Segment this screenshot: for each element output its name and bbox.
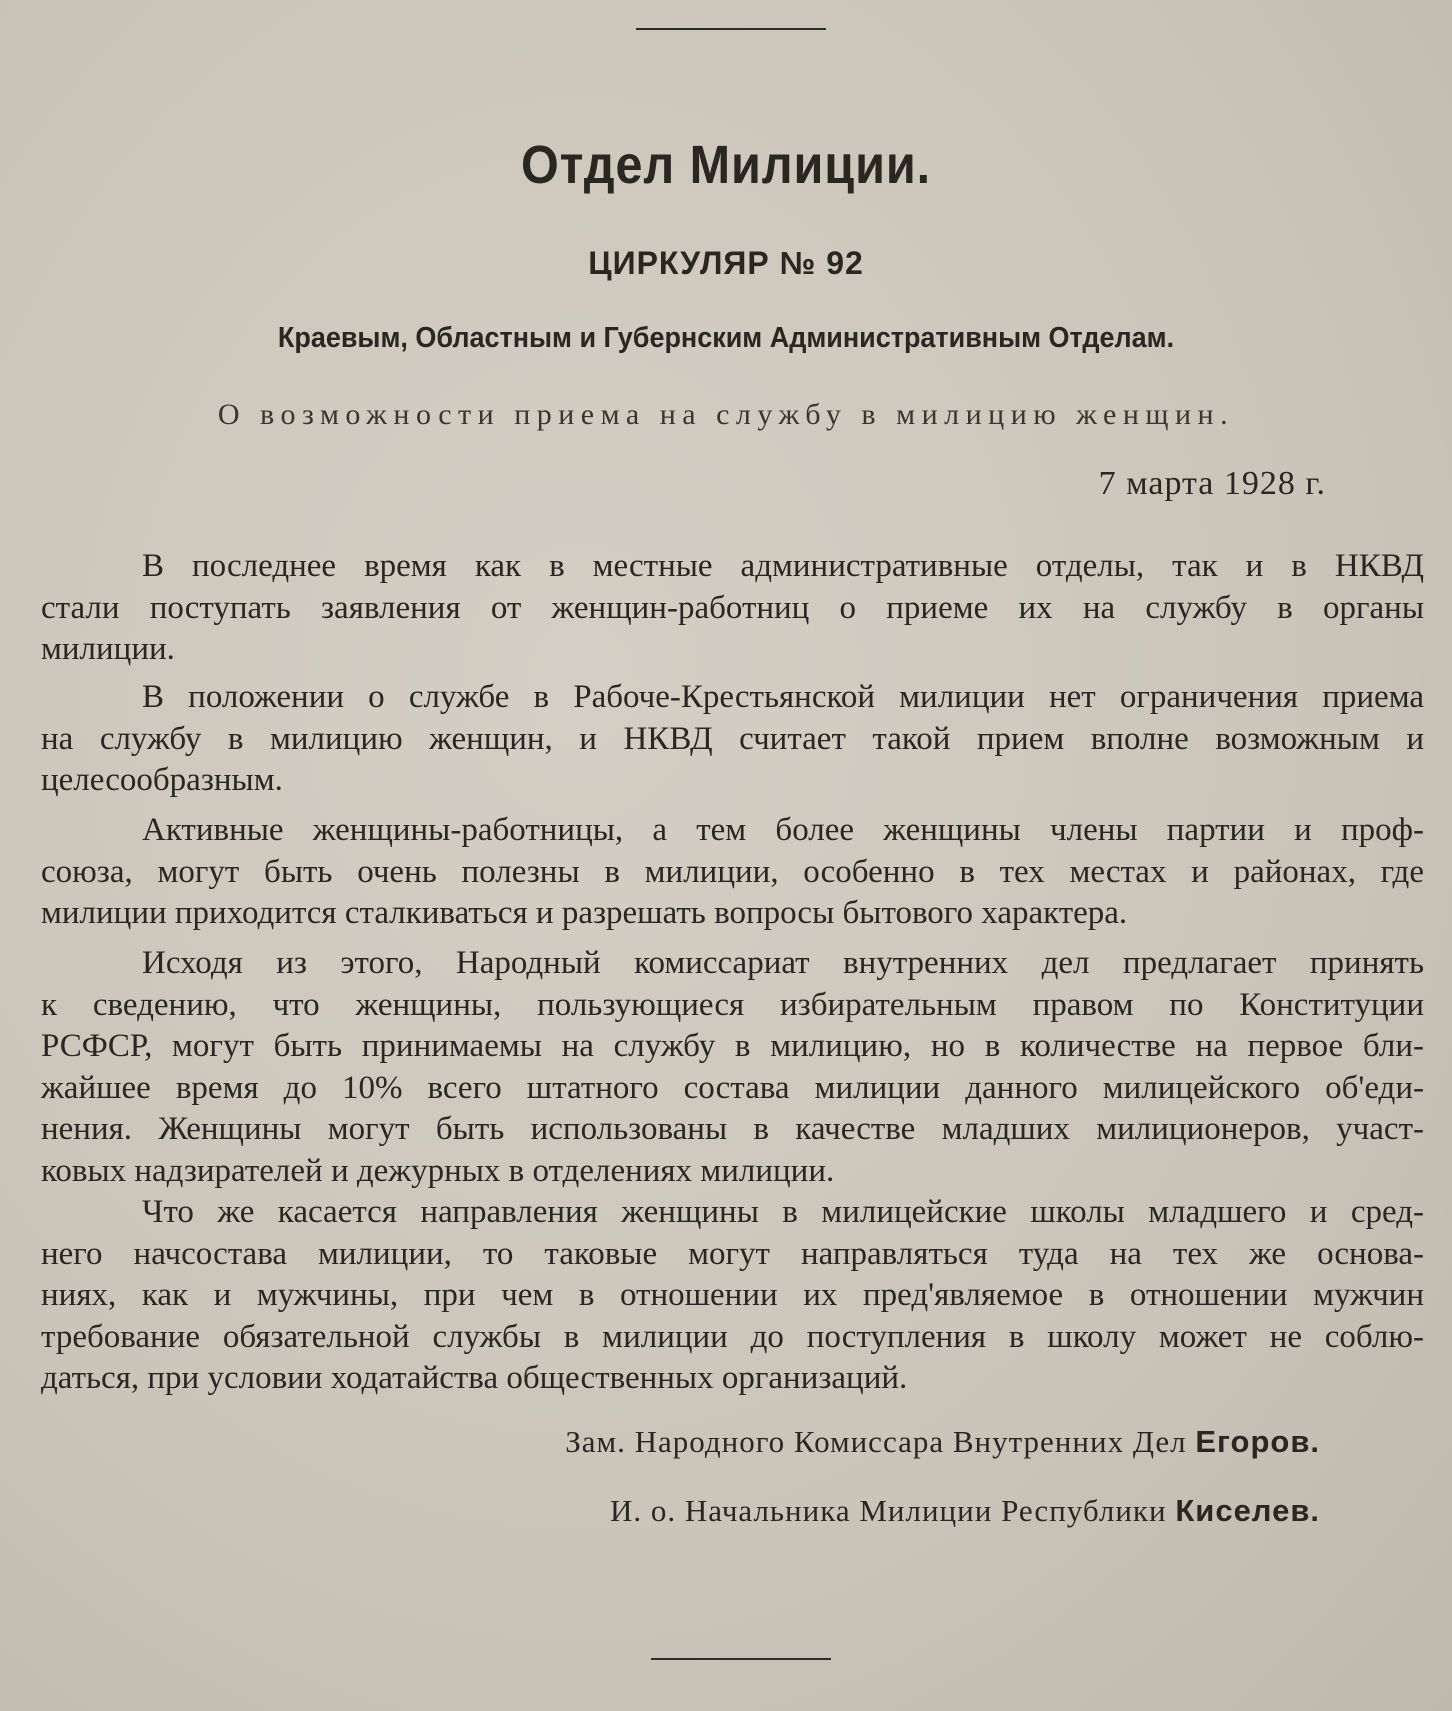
signature-name: Киселев. <box>1175 1493 1320 1528</box>
signature-position: И. о. Начальника Милиции Республики <box>610 1493 1167 1528</box>
text-line: Исходя из этого, Народный комиссариат внутренних дел предлагает принять <box>142 945 1424 981</box>
paragraph <box>41 677 1424 802</box>
text-line: РСФСР, могут быть принимаемы на службу в милицию, но в количестве на первое бли- <box>41 1028 1424 1064</box>
text-line: нения. Женщины могут быть использованы в качестве младших милиционеров, участ- <box>41 1111 1424 1147</box>
text-line: Активные женщины-работницы, а тем более женщины члены партии и проф- <box>142 812 1424 848</box>
text-line: целесообразным. <box>41 762 283 798</box>
text-line: требование обязательной службы в милиции до поступления в школу может не соблю- <box>41 1318 1424 1355</box>
text-line: Что же касается направления женщины в милицейские школы младшего и сред- <box>142 1194 1424 1230</box>
text-line: на службу в милицию женщин, и НКВД считает такой прием вполне возможным и <box>41 720 1424 757</box>
text-line: него начсостава милиции, то таковые могут направляться туда на тех же основа- <box>41 1235 1424 1272</box>
text-line: В положении о службе в Рабоче-Крестьянской милиции нет ограничения приема <box>142 679 1424 715</box>
paragraph <box>41 1192 1424 1400</box>
paragraph <box>41 546 1424 671</box>
text-line: к сведению, что женщины, пользующиеся избирательным правом по Конституции <box>41 986 1424 1023</box>
paragraph <box>41 810 1424 935</box>
addressee: Краевым, Областным и Губернским Административным Отделам. <box>277 322 1175 354</box>
text-line: милиции приходится сталкиваться и разрешать вопросы бытового характера. <box>41 895 1128 931</box>
signature-2 <box>610 1493 1320 1529</box>
circular-number: ЦИРКУЛЯР № 92 <box>588 245 864 281</box>
document-date: 7 марта 1928 г. <box>1098 465 1326 502</box>
text-line: союза, могут быть очень полезны в милиции, особенно в тех местах и районах, где <box>41 853 1424 890</box>
paragraph <box>41 943 1424 1192</box>
top-rule <box>636 28 826 30</box>
text-line: милиции. <box>41 631 175 667</box>
subject-line: О возможности приема на службу в милицию женщин. <box>217 398 1235 431</box>
text-line: даться, при условии ходатайства общественных организаций. <box>41 1360 908 1396</box>
text-line: В последнее время как в местные административные отделы, так и в НКВД <box>142 548 1424 584</box>
text-line: стали поступать заявления от женщин-работниц о приеме их на службу в органы <box>41 589 1424 626</box>
text-line: ниях, как и мужчины, при чем в отношении их пред'являемое в отношении мужчин <box>41 1277 1424 1313</box>
document-title: Отдел Милиции. <box>520 135 932 195</box>
bottom-rule <box>651 1658 831 1660</box>
text-line: ковых надзирателей и дежурных в отделениях милиции. <box>41 1152 835 1189</box>
text-line: жайшее время до 10% всего штатного состава милиции данного милицейского об'еди- <box>41 1069 1424 1106</box>
signature-1 <box>565 1424 1320 1460</box>
signature-name: Егоров. <box>1195 1424 1320 1459</box>
signature-position: Зам. Народного Комиссара Внутренних Дел <box>565 1424 1187 1459</box>
